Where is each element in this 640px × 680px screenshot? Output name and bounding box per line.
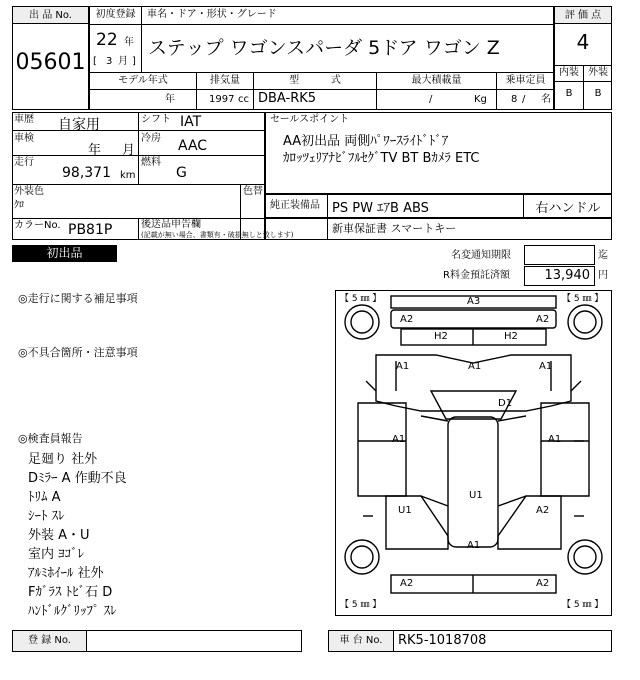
ac-label: 冷房 — [141, 133, 161, 144]
type-label: 型 式 — [289, 75, 341, 86]
interior-grade: B — [565, 88, 573, 99]
reg-no-label: 登 録 No. — [13, 631, 86, 651]
reg-year: 22 — [96, 30, 118, 50]
later-label: 後送品申告欄 — [141, 219, 201, 230]
type-value: DBA-RK5 — [258, 91, 317, 106]
color-value: ｸﾛ — [14, 200, 24, 211]
name-change-box — [524, 245, 595, 265]
damage-mark-a3: A3 — [467, 296, 481, 307]
remark-line: ｼｰﾄ ｽﾚ — [28, 509, 65, 524]
chassis-label: 車 台 No. — [329, 631, 393, 651]
tire-depth-tr: 【 5 ㎜ 】 — [562, 294, 604, 304]
damage-mark-a1-hood-l: A1 — [396, 361, 410, 372]
lot-number: 05601 — [15, 50, 86, 75]
remark-line: ｱﾙﾐﾎｲｰﾙ 社外 — [28, 566, 104, 581]
inspector-label: ◎検査員報告 — [18, 432, 83, 445]
capacity-unit: 名 — [541, 94, 551, 105]
reg-month-unit: 月 — [118, 56, 128, 67]
equip-value: PS PW ｴｱB ABS — [332, 201, 429, 216]
ac-value: AAC — [178, 138, 208, 154]
damage-mark-h2-l: H2 — [434, 331, 448, 342]
damage-mark-u1-roof: U1 — [469, 490, 483, 501]
damage-mark-d1: D1 — [498, 398, 513, 409]
name-change-label: 名変通知期限 — [451, 250, 511, 261]
tire-depth-bl: 【 5 ㎜ 】 — [340, 600, 382, 610]
fuel-value: G — [176, 165, 187, 181]
inspection-year-unit: 年 — [88, 143, 102, 158]
inspection-month-unit: 月 — [122, 143, 136, 158]
damage-mark-a2-fr: A2 — [536, 314, 550, 325]
carname-label: 車名・ドア・形状・グレード — [147, 9, 277, 20]
equip-label: 純正装備品 — [270, 200, 320, 211]
recycle-unit: 円 — [598, 270, 608, 281]
history-value: 自家用 — [58, 117, 100, 133]
damage-mark-a1-gate: A1 — [467, 540, 481, 551]
first-reg-label: 初度登録 — [95, 9, 136, 20]
driving-label: ◎走行に関する補足事項 — [18, 292, 138, 305]
displacement-unit: cc — [238, 94, 249, 105]
name-change-unit: 迄 — [598, 250, 608, 261]
score-value: 4 — [576, 30, 590, 54]
tire-depth-tl: 【 5 ㎜ 】 — [340, 294, 382, 304]
damage-mark-a2-rear-r: A2 — [536, 505, 550, 516]
sales-line1: AA初出品 両側ﾊﾟﾜｰｽﾗｲﾄﾞﾄﾞｱ — [283, 134, 449, 149]
damage-mark-a1-hood-r: A1 — [539, 361, 553, 372]
displacement: 1997 — [209, 94, 235, 105]
score-label: 評 価 点 — [555, 7, 611, 24]
capacity-label: 乗車定員 — [505, 75, 546, 86]
reg-year-unit: 年 — [124, 37, 134, 48]
damage-mark-a2-rl: A2 — [400, 578, 414, 589]
sales-line2: ｶﾛｯﾂｪﾘｱﾅﾋﾞﾌﾙｾｸﾞTV BT Bｶﾒﾗ ETC — [283, 151, 480, 166]
damage-mark-h2-r: H2 — [504, 331, 518, 342]
warranty-value: 新車保証書 スマートキー — [332, 222, 457, 235]
damage-mark-a1-hood-c: A1 — [468, 361, 482, 372]
model-year-unit: 年 — [165, 94, 175, 105]
mileage-unit: km — [120, 170, 136, 181]
displacement-label: 排気量 — [210, 75, 240, 86]
color-change-label: 色替 — [243, 186, 263, 197]
remark-line: ﾄﾘﾑ A — [28, 490, 61, 505]
inspection-label: 車検 — [14, 133, 34, 144]
mileage-label: 走行 — [14, 157, 34, 168]
remark-line: 外装 A・U — [28, 528, 90, 543]
load-label: 最大積載量 — [411, 75, 462, 86]
remark-line: 足廻り 社外 — [28, 452, 98, 467]
damage-mark-a1-side-l: A1 — [392, 434, 406, 445]
damage-mark-a1-side-r: A1 — [548, 434, 562, 445]
handle-value: 右ハンドル — [535, 201, 601, 216]
damage-diagram — [335, 290, 612, 616]
load-sep: / — [429, 94, 433, 105]
exterior-grade: B — [594, 88, 602, 99]
damage-mark-a2-fl: A2 — [400, 314, 414, 325]
shift-value: IAT — [180, 114, 202, 130]
shift-label: シフト — [141, 114, 171, 125]
remark-line: ﾊﾝﾄﾞﾙｸﾞﾘｯﾌﾟ ｽﾚ — [28, 604, 117, 619]
colorno-label: カラーNo. — [14, 220, 61, 231]
car-outline-drawing — [336, 291, 611, 615]
interior-label: 内装 — [559, 67, 579, 78]
tire-depth-br: 【 5 ㎜ 】 — [562, 600, 604, 610]
fuel-label: 燃料 — [141, 157, 161, 168]
chassis-value: RK5-1018708 — [398, 633, 487, 648]
recycle-value: 13,940 — [524, 266, 595, 286]
model-year-label: モデル年式 — [118, 75, 168, 86]
recycle-label: R料金預託済額 — [443, 270, 510, 281]
later-note: (記載が無い場合、書類有・破損無しと致します) — [141, 231, 294, 239]
damage-mark-a2-rr: A2 — [536, 578, 550, 589]
capacity-sep: / — [522, 94, 526, 105]
history-label: 車歴 — [14, 114, 34, 125]
load-unit: Kg — [474, 94, 487, 105]
remark-line: 室内 ﾖｺﾞﾚ — [28, 547, 85, 562]
defects-label: ◎不具合箇所・注意事項 — [18, 346, 138, 359]
reg-month: 3 — [106, 56, 113, 67]
exterior-label: 外装 — [588, 67, 608, 78]
inspector-lines — [28, 448, 328, 619]
first-listing-banner: 初出品 — [12, 245, 117, 262]
lot-label: 出 品 No. — [13, 7, 88, 24]
colorno-value: PB81P — [68, 222, 113, 238]
damage-mark-u1-rear-l: U1 — [398, 505, 412, 516]
mileage-value: 98,371 — [62, 165, 111, 181]
remark-line: Dﾐﾗｰ A 作動不良 — [28, 471, 127, 486]
capacity: 8 — [511, 94, 518, 105]
remark-line: Fｶﾞﾗｽ ﾄﾋﾞ石 D — [28, 585, 113, 600]
sales-label: セールスポイント — [270, 114, 350, 125]
car-name: ステップ ワゴンスパーダ 5ドア ワゴン Z — [148, 37, 500, 59]
color-label: 外装色 — [14, 186, 44, 197]
